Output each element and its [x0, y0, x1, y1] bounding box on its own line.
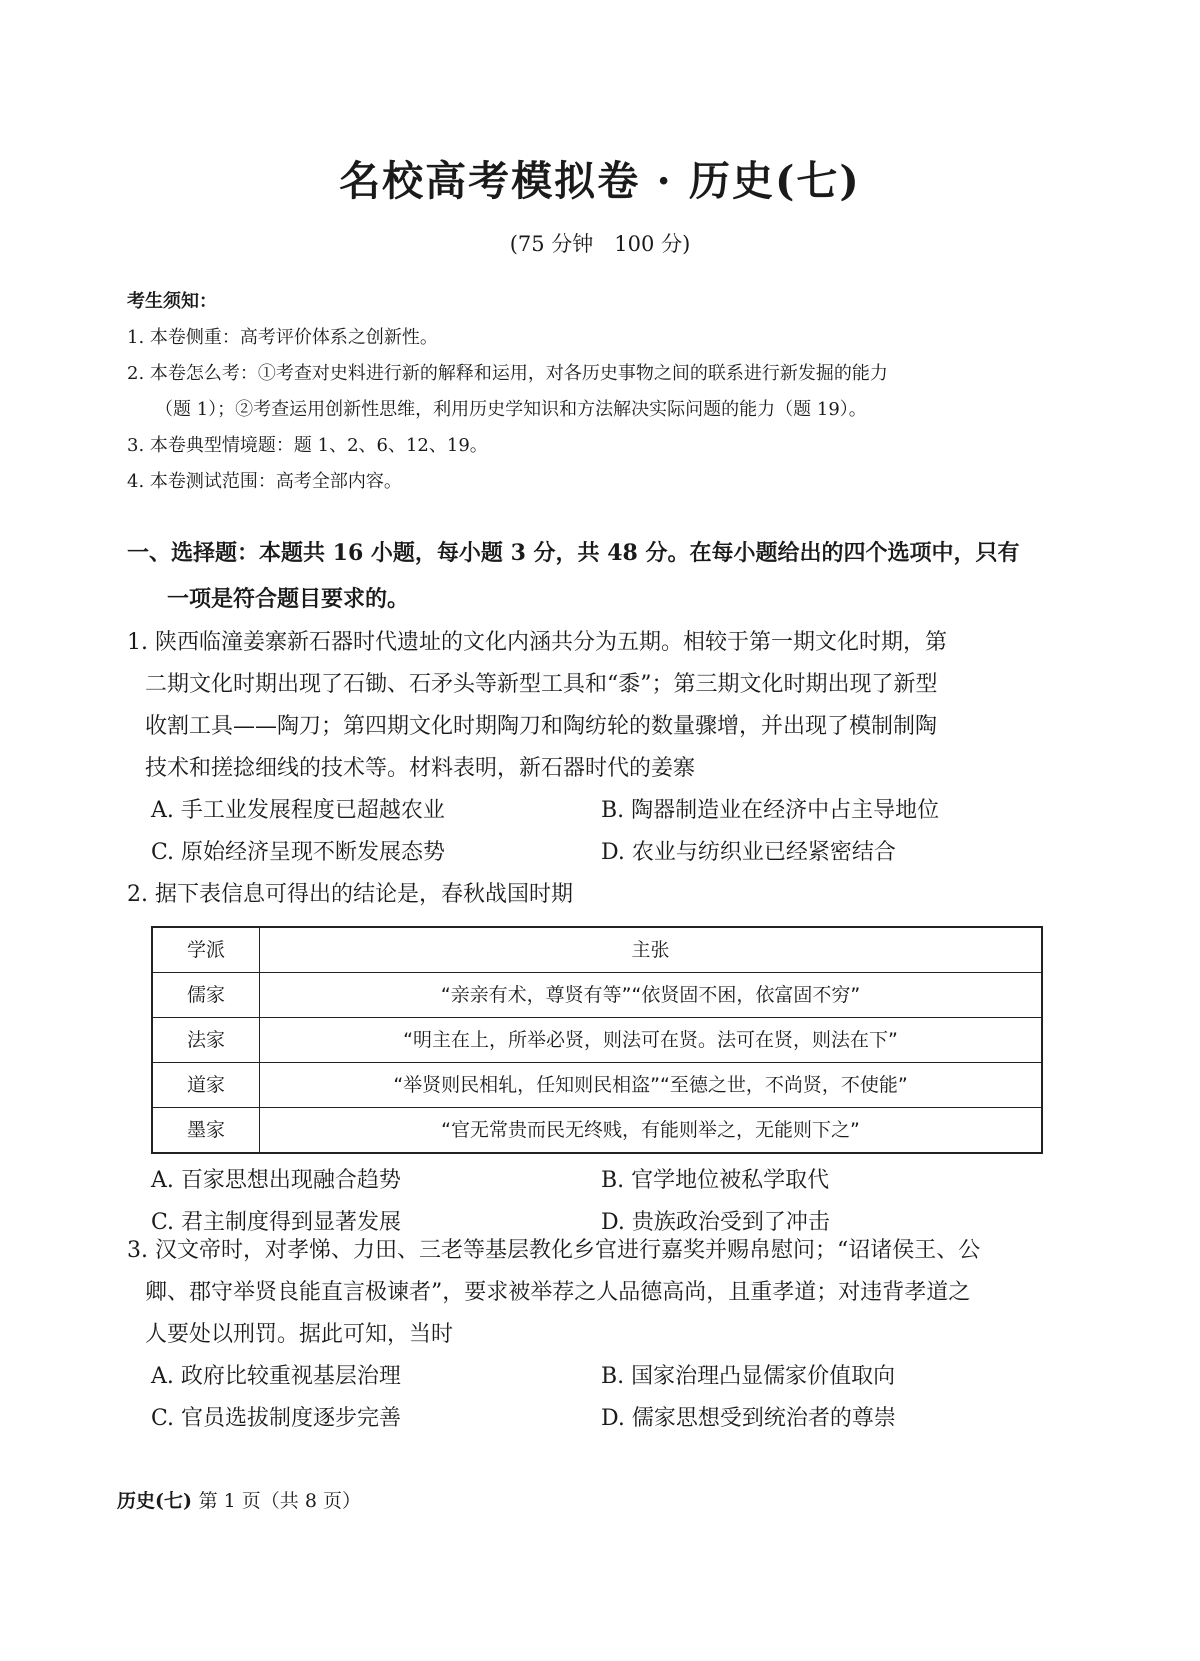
- option-b[interactable]: B. 陶器制造业在经济中占主导地位: [601, 798, 940, 823]
- stem-line: 技术和搓捻细线的技术等。材料表明，新石器时代的姜寨: [145, 756, 696, 781]
- section-heading: [127, 530, 1067, 622]
- table-cell: 儒家: [152, 973, 260, 1018]
- footer-page-number: 第 1 页（共 8 页）: [198, 1490, 361, 1512]
- notice-item: 1. 本卷侧重：高考评价体系之创新性。: [127, 327, 438, 348]
- candidate-notice: [127, 284, 1067, 500]
- table-cell: “举贤则民相轧，任知则民相盗”“至德之世，不尚贤，不使能”: [260, 1063, 1043, 1108]
- table-row: [152, 1108, 1042, 1154]
- table-header-row: [152, 927, 1042, 973]
- stem-line: 1. 陕西临潼姜寨新石器时代遗址的文化内涵共分为五期。相较于第一期文化时期，第: [127, 630, 947, 655]
- question-1: [127, 622, 1067, 874]
- question-1-stem: [127, 622, 1067, 790]
- page-footer: [117, 1486, 361, 1513]
- option-a[interactable]: A. 百家思想出现融合趋势: [151, 1168, 401, 1193]
- question-3-stem: [127, 1230, 1067, 1356]
- notice-item: 4. 本卷测试范围：高考全部内容。: [127, 471, 402, 492]
- notice-item: （题 1）；②考查运用创新性思维，利用历史学知识和方法解决实际问题的能力（题 19）。: [155, 399, 867, 420]
- question-3-options: [127, 1356, 1067, 1440]
- question-1-options: [127, 790, 1067, 874]
- footer-subject: 历史(七): [117, 1490, 192, 1512]
- option-a[interactable]: A. 手工业发展程度已超越农业: [151, 798, 445, 823]
- option-c[interactable]: C. 原始经济呈现不断发展态势: [151, 840, 446, 865]
- schools-table: [151, 926, 1043, 1154]
- option-d[interactable]: D. 贵族政治受到了冲击: [601, 1210, 830, 1235]
- table-cell: “明主在上，所举必贤，则法可在贤。法可在贤，则法在下”: [260, 1018, 1043, 1063]
- title-part-1: 名校高考模拟: [339, 157, 598, 205]
- exam-title: [0, 148, 1200, 207]
- notice-item: 2. 本卷怎么考：①考查对史料进行新的解释和运用，对各历史事物之间的联系进行新发掘的能力: [127, 363, 888, 384]
- option-b[interactable]: B. 国家治理凸显儒家价值取向: [601, 1364, 896, 1389]
- notice-item: 3. 本卷典型情境题：题 1、2、6、12、19。: [127, 435, 488, 456]
- option-c[interactable]: C. 君主制度得到显著发展: [151, 1210, 402, 1235]
- option-d[interactable]: D. 农业与纺织业已经紧密结合: [601, 840, 896, 865]
- table-cell: “亲亲有术，尊贤有等”“依贤固不困，依富固不穷”: [260, 973, 1043, 1018]
- question-3: [127, 1230, 1067, 1440]
- option-c[interactable]: C. 官员选拔制度逐步完善: [151, 1406, 402, 1431]
- table-cell: 墨家: [152, 1108, 260, 1154]
- question-2-stem: 2. 据下表信息可得出的结论是，春秋战国时期: [127, 882, 573, 907]
- table-row: [152, 1063, 1042, 1108]
- table-cell: 道家: [152, 1063, 260, 1108]
- stem-line: 二期文化时期出现了石锄、石矛头等新型工具和“黍”；第三期文化时期出现了新型: [145, 672, 938, 697]
- exam-duration-score: (75 分钟 100 分): [509, 232, 691, 256]
- question-2: [127, 874, 1067, 1244]
- title-part-2: 卷 · 历史(七): [597, 157, 861, 205]
- stem-line: 卿、郡守举贤良能直言极谏者”，要求被举荐之人品德高尚，且重孝道；对违背孝道之: [145, 1280, 971, 1305]
- stem-line: 人要处以刑罚。据此可知，当时: [145, 1322, 454, 1347]
- table-cell: 法家: [152, 1018, 260, 1063]
- option-d[interactable]: D. 儒家思想受到统治者的尊崇: [601, 1406, 896, 1431]
- section-heading-line-2: 一项是符合题目要求的。: [167, 586, 410, 612]
- notice-heading: 考生须知：: [127, 291, 217, 312]
- table-cell: “官无常贵而民无终贱，有能则举之，无能则下之”: [260, 1108, 1043, 1154]
- table-header: 主张: [260, 927, 1043, 973]
- option-b[interactable]: B. 官学地位被私学取代: [601, 1168, 830, 1193]
- table-header: 学派: [152, 927, 260, 973]
- option-a[interactable]: A. 政府比较重视基层治理: [151, 1364, 401, 1389]
- stem-line: 3. 汉文帝时，对孝悌、力田、三老等基层教化乡官进行嘉奖并赐帛慰问；“诏诸侯王、公: [127, 1238, 981, 1263]
- table-row: [152, 1018, 1042, 1063]
- stem-line: 收割工具——陶刀；第四期文化时期陶刀和陶纺轮的数量骤增，并出现了模制制陶: [145, 714, 938, 739]
- table-row: [152, 973, 1042, 1018]
- section-heading-line-1: 一、选择题：本题共 16 小题，每小题 3 分，共 48 分。在每小题给出的四个选项中，只有: [127, 540, 1020, 566]
